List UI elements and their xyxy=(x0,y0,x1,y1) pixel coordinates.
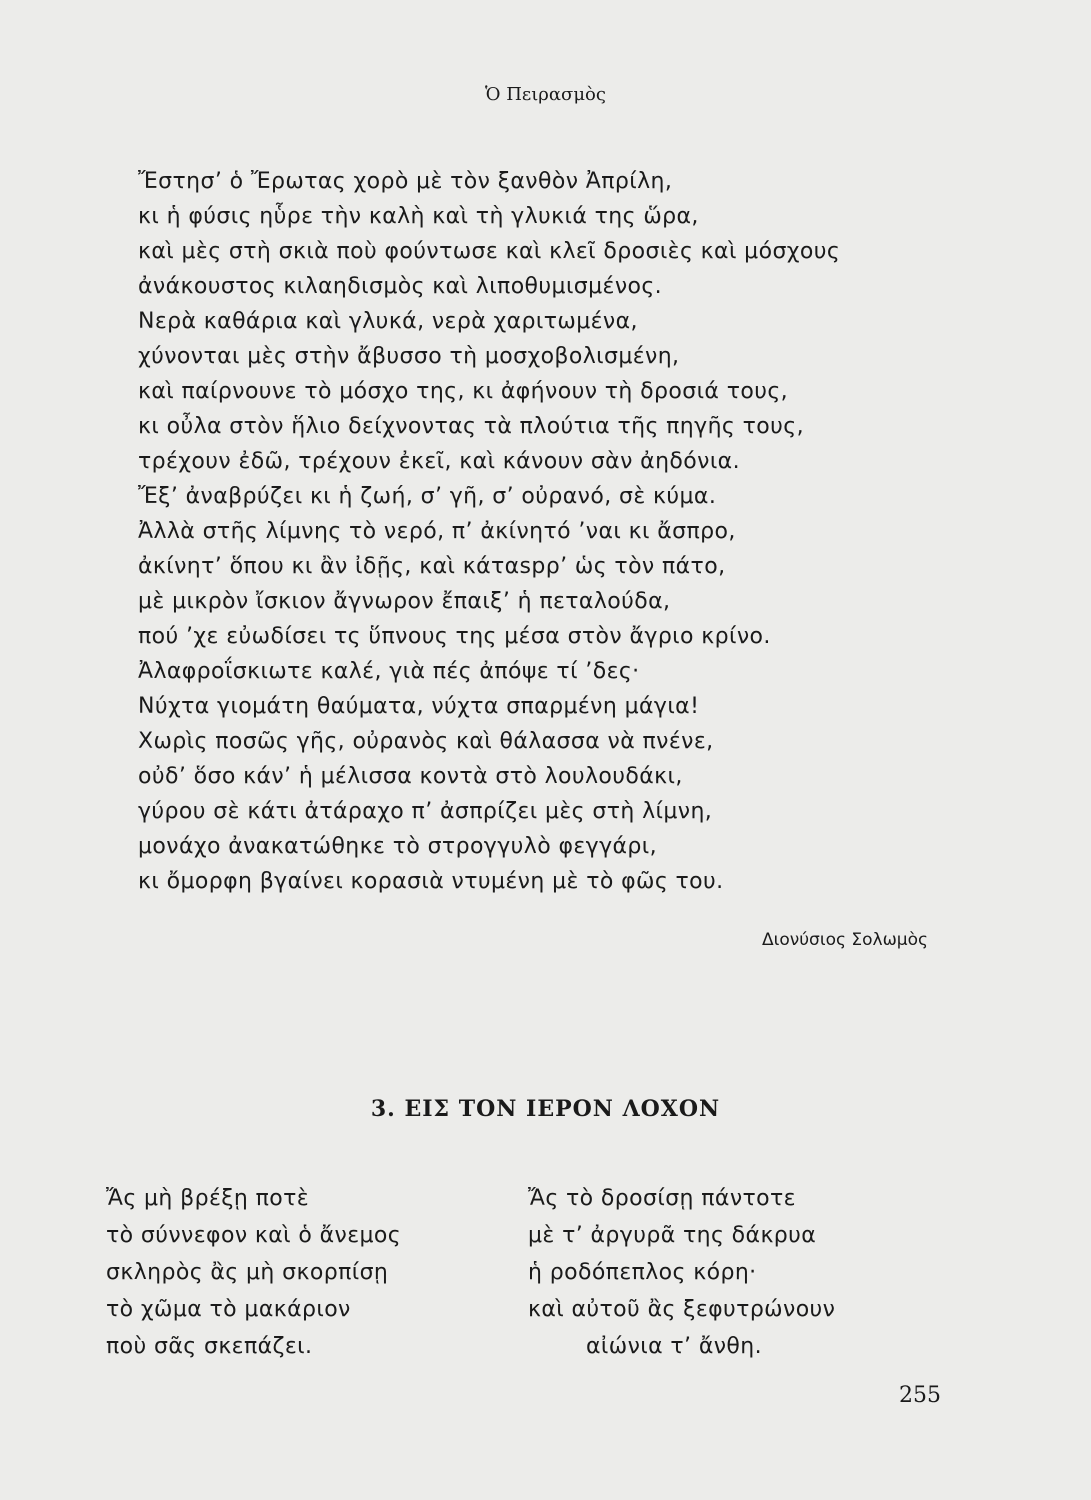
stanza-line: τὸ χῶμα τὸ μακάριον xyxy=(106,1297,351,1322)
poem-line: χύνονται μὲς στὴν ἄβυσσο τὴ μοσχοβολισμένη, xyxy=(138,344,680,369)
poem-title: Ὁ Πειρασμὸς xyxy=(485,84,606,105)
stanza-line: τὸ σύννεφον καὶ ὁ ἄνεμος xyxy=(106,1223,402,1248)
section-title: 3. ΕΙΣ ΤΟΝ ΙΕΡΟΝ ΛΟΧΟΝ xyxy=(370,1096,721,1122)
poem-line: Χωρὶς ποσῶς γῆς, οὐρανὸς καὶ θάλασσα νὰ πνένε, xyxy=(138,729,714,754)
poem-line: Ἀλαφροΐσκιωτε καλέ, γιὰ πές ἀπόψε τί ’δες· xyxy=(138,659,640,684)
poem-line: Νερὰ καθάρια καὶ γλυκά, νερὰ χαριτωμένα, xyxy=(138,309,638,334)
stanza-right xyxy=(528,1180,835,1365)
poem-line: Ἔξ’ ἀναβρύζει κι ἡ ζωή, σ’ γῆ, σ’ οὐρανό, σὲ κύμα. xyxy=(138,484,717,509)
poem-line: Ἔστησ’ ὁ Ἔρωτας χορὸ μὲ τὸν ξανθὸν Ἀπρίλη, xyxy=(138,169,673,194)
stanza-left xyxy=(106,1180,401,1365)
stanza-line: σκληρὸς ἂς μὴ σκορπίσῃ xyxy=(106,1260,389,1285)
stanza-line: μὲ τ’ ἀργυρᾶ της δάκρυα xyxy=(528,1223,817,1248)
poem-line: κι οὖλα στὸν ἥλιο δείχνοντας τὰ πλούτια τῆς πηγῆς τους, xyxy=(138,414,804,439)
poem-line: κι ὄμορφη βγαίνει κορασιὰ ντυμένη μὲ τὸ φῶς του. xyxy=(138,869,724,894)
poem-author: Διονύσιος Σολωμὸς xyxy=(761,930,928,950)
poem-line: γύρου σὲ κάτι ἀτάραχο π’ ἀσπρίζει μὲς στὴ λίμνη, xyxy=(138,799,713,824)
poem-line: μονάχο ἀνακατώθηκε τὸ στρογγυλὸ φεγγάρι, xyxy=(138,834,657,859)
poem-line: Νύχτα γιομάτη θαύματα, νύχτα σπαρμένη μάγια! xyxy=(138,694,700,719)
poem-line: μὲ μικρὸν ἴσκιον ἄγνωρον ἔπαιξ’ ἡ πεταλούδα, xyxy=(138,589,671,614)
poem-line: ἀνάκουστος κιλαηδισμὸς καὶ λιποθυμισμένος. xyxy=(138,274,663,299)
stanza-line: Ἄς μὴ βρέξῃ ποτὲ xyxy=(106,1186,310,1211)
poem-line: ἀκίνητ’ ὅπου κι ἂν ἰδῇς, καὶ κάταspρ’ ὡς τὸν πάτο, xyxy=(138,554,726,579)
stanza-line: Ἄς τὸ δροσίσῃ πάντοτε xyxy=(528,1186,796,1211)
poem-line: Ἀλλὰ στῆς λίμνης τὸ νερό, π’ ἀκίνητό ’ναι κι ἄσπρο, xyxy=(138,519,736,544)
poem-body xyxy=(138,164,840,899)
stanza-line: αἰώνια τ’ ἄνθη. xyxy=(586,1334,763,1359)
poem-line: καὶ παίρνουνε τὸ μόσχο της, κι ἀφήνουν τὴ δροσιά τους, xyxy=(138,379,789,404)
stanza-line: ποὺ σᾶς σκεπάζει. xyxy=(106,1334,313,1359)
stanza-line: ἡ ροδόπεπλος κόρη· xyxy=(528,1260,757,1285)
poem-line: τρέχουν ἐδῶ, τρέχουν ἐκεῖ, καὶ κάνουν σὰν ἀηδόνια. xyxy=(138,449,740,474)
poem-line: καὶ μὲς στὴ σκιὰ ποὺ φούντωσε καὶ κλεῖ δροσιὲς καὶ μόσχους xyxy=(138,239,841,264)
stanza-line: καὶ αὐτοῦ ἂς ξεφυτρώνουν xyxy=(528,1297,836,1322)
poem-line: οὐδ’ ὅσο κάν’ ἡ μέλισσα κοντὰ στὸ λουλουδάκι, xyxy=(138,764,683,789)
page-number: 255 xyxy=(899,1383,941,1408)
poem-line: κι ἡ φύσις ηὗρε τὴν καλὴ καὶ τὴ γλυκιά της ὥρα, xyxy=(138,204,699,229)
poem-line: πού ’χε εὐωδίσει τς ὕπνους της μέσα στὸν ἄγριο κρίνο. xyxy=(138,624,771,649)
